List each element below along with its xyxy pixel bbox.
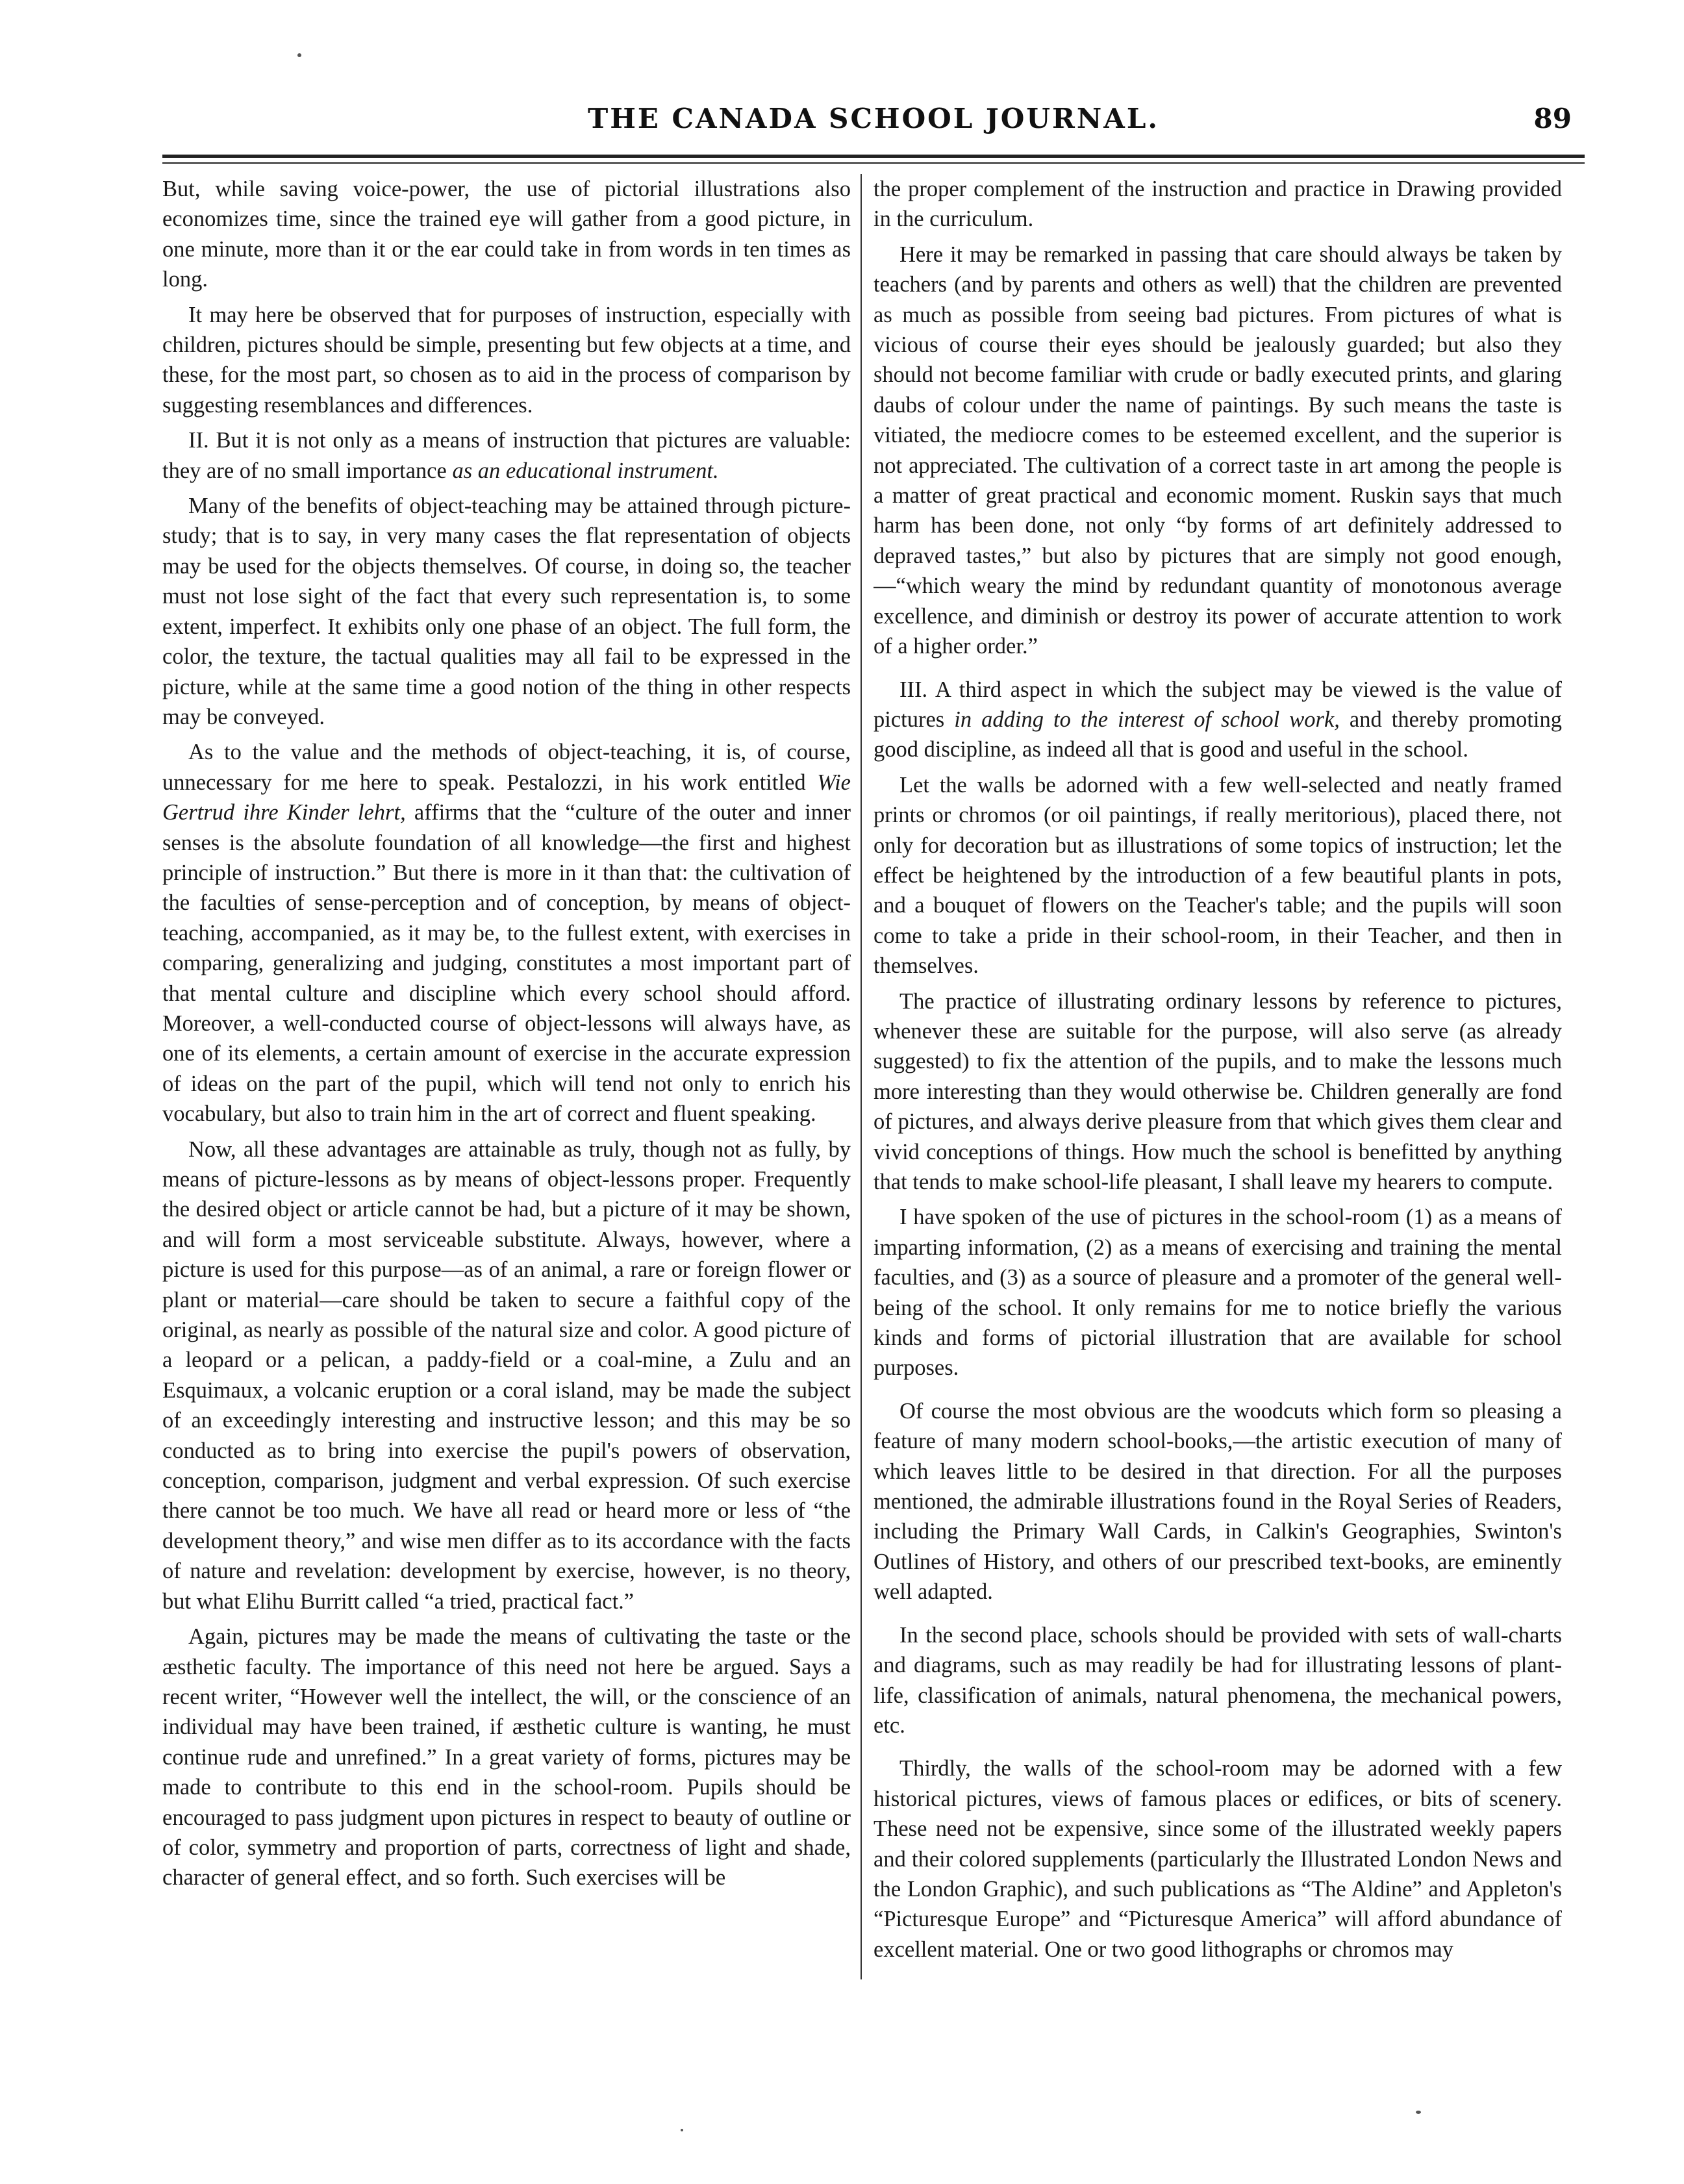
paragraph: Of course the most obvious are the woodcuts which form so pleasing a feature of many modern school-books,—the artistic execution of many of which leaves little to be desired in that direction. For all the purposes mentioned, the admirable illustrations found in the Royal Series of Readers, including the Primary Wall Cards, in Calkin's Geographies, Swinton's Outlines of History, and others of our prescribed text-books, are eminently well adapted. — [873, 1398, 1562, 1605]
paragraph: The practice of illustrating ordinary lessons by reference to pictures, whenever these are suitable for the purpose, will also serve (as already suggested) to fix the attention of the pupils, and to make the lessons much more interesting than they would otherwise be. Children generally are fond of pictures, and always derive pleasure from that which gives them clear and vivid conceptions of things. How much the school is benefitted by anything that tends to make school-life pleasant, I shall leave my hearers to compute. — [873, 988, 1562, 1194]
paragraph-text: affirms that the “culture of the outer and inner senses is the absolute foundation of all knowledge—the first and highest principle of instruction.” But there is more in it than that: the cultivation of the faculties of sense-perception and of conception, by means of object-teaching, accompanied, as it may be, to the fullest extent, with exercises in comparing, generalizing and judging, constitutes a most important part of that mental culture and discipline which every school should afford. Moreover, a well-conducted course of object-lessons will always have, as one of its elements, a certain amount of exercise in the accurate expression of ideas on the part of the pupil, which will tend not only to enrich his vocabulary, but also to train him in the art of correct and fluent speaking. — [162, 800, 851, 1127]
paragraph: It may here be observed that for purposes of instruction, especially with children, pictures should be simple, presenting but few objects at a time, and these, for the most part, so chosen as to aid in the process of comparison by suggesting resemblances and differences. — [162, 302, 851, 418]
page-number: 89 — [1533, 103, 1572, 134]
right-column — [873, 174, 1562, 1986]
print-speck — [681, 2129, 683, 2131]
paragraph-text: II. But it is not only as a means of instruction that pictures are valuable: they are of no small importance — [162, 428, 851, 483]
paragraph — [162, 425, 851, 486]
paragraph — [162, 737, 851, 1129]
left-column — [162, 174, 851, 1986]
paragraph: But, while saving voice-power, the use of pictorial illustrations also economizes time, since the trained eye will gather from a good picture, in one minute, more than it or the ear could take in from words in ten times as long. — [162, 177, 851, 292]
print-speck — [297, 53, 301, 57]
paragraph-text: and thereby promoting good discipline, as indeed all that is good and useful in the school. — [873, 707, 1562, 762]
paragraph-emphasis: in adding to the interest of school work, — [954, 707, 1340, 732]
paragraph: the proper complement of the instruction and practice in Drawing provided in the curriculum. — [873, 177, 1562, 232]
book-title: Wie Gertrud ihre Kinder lehrt, — [162, 770, 851, 825]
paragraph: Many of the benefits of object-teaching may be attained through picture-study; that is to say, in very many cases the flat representation of objects may be used for the objects themselves. Of course, in doing so, the teacher must not lose sight of the fact that every such representation is, to some extent, imperfect. It exhibits only one phase of an object. The full form, the color, the texture, the tactual qualities may all fail to be expressed in the picture, while at the same time a good notion of the thing in other respects may be conveyed. — [162, 494, 851, 729]
paragraph: Now, all these advantages are attainable as truly, though not as fully, by means of picture-lessons as by means of object-lessons proper. Frequently the desired object or article cannot be had, but a picture of it may be shown, and will form a most serviceable substitute. Always, however, where a picture is used for this purpose—as of an animal, a rare or foreign flower or plant or material—care should be taken to secure a faithful copy of the original, as nearly as possible of the natural size and color. A good picture of a leopard or a pelican, a paddy-field or a coal-mine, a Zulu and an Esquimaux, a volcanic eruption or a coral island, may be made the subject of an exceedingly interesting and instructive lesson; and this may be so conducted as to bring into exercise the pupil's powers of observation, conception, comparison, judgment and verbal expression. Of such exercise there cannot be too much. We have all read or heard more or less of “the development theory,” and wise men differ as to its accordance with the facts of nature and revelation: development by exercise, however, is no theory, but what Elihu Burritt called “a tried, practical fact.” — [162, 1136, 851, 1614]
print-speck — [1416, 2111, 1421, 2114]
paragraph-emphasis: as an educational instrument. — [452, 458, 719, 483]
column-divider — [861, 174, 862, 1979]
paragraph — [873, 675, 1562, 765]
paragraph: Let the walls be adorned with a few well-selected and neatly framed prints or chromos (or oil paintings, if really meritorious), placed there, not only for decoration but as illustrations of some topics of instruction; let the effect be heightened by the introduction of a few beautiful plants in pots, and a bouquet of flowers on the Teacher's table; and the pupils will soon come to take a pride in their school-room, in their Teacher, and then in themselves. — [873, 772, 1562, 979]
header-rule-thick — [162, 155, 1585, 158]
journal-title: THE CANADA SCHOOL JOURNAL. — [587, 103, 1160, 134]
paragraph: Thirdly, the walls of the school-room may be adorned with a few historical pictures, views of famous places or edifices, or bits of scenery. These need not be expensive, since some of the illustrated weekly papers and their colored supplements (particularly the Illustrated London News and the London Graphic), and such publications as “The Aldine” and Appleton's “Picturesque Europe” and “Picturesque America” will afford abundance of excellent material. One or two good lithographs or chromos may — [873, 1756, 1562, 1962]
paragraph: I have spoken of the use of pictures in the school-room (1) as a means of imparting information, (2) as a means of exercising and training the mental faculties, and (3) as a source of pleasure and a promoter of the general well-being of the school. It only remains for me to notice briefly the various kinds and forms of pictorial illustration that are available for school purposes. — [873, 1205, 1562, 1381]
paragraph: In the second place, schools should be provided with sets of wall-charts and diagrams, such as may readily be had for illustrating lessons of plant-life, classification of animals, natural phenomena, the mechanical powers, etc. — [873, 1622, 1562, 1738]
paragraph: Here it may be remarked in passing that care should always be taken by teachers (and by parents and others as well) that the children are prevented as much as possible from seeing bad pictures. From pictures of what is vicious of course their eyes should be jealously guarded; but also they should not become familiar with crude or badly executed prints, and glaring daubs of colour under the name of paintings. By such means the taste is vitiated, the mediocre comes to be esteemed excellent, and the superior is not appreciated. The cultivation of a correct taste in art among the people is a matter of great practical and economic moment. Ruskin says that much harm has been done, not only “by forms of art definitely addressed to depraved tastes,” but also by pictures that are simply not good enough,—“which weary the mind by redundant quantity of monotonous average excellence, and diminish or destroy its power of accurate attention to work of a higher order.” — [873, 242, 1562, 659]
paragraph: Again, pictures may be made the means of cultivating the taste or the æsthetic faculty. The importance of this need not here be argued. Says a recent writer, “However well the intellect, the will, or the conscience of an individual may have been trained, if æsthetic culture is wanting, he must continue rude and unrefined.” In a great variety of forms, pictures may be made to contribute to this end in the school-room. Pupils should be encouraged to pass judgment upon pictures in respect to beauty of outline or of color, symmetry and proportion of parts, correctness of light and shade, character of general effect, and so forth. Such exercises will be — [162, 1624, 851, 1890]
paragraph-text: As to the value and the methods of object-teaching, it is, of course, unnecessary for me here to speak. Pestalozzi, in his work entitled — [162, 740, 851, 795]
page-header — [162, 97, 1585, 149]
header-rule-thin — [162, 162, 1585, 164]
paragraph-text: III. A third aspect in which the subject may be viewed is the value of pictures — [873, 677, 1562, 732]
